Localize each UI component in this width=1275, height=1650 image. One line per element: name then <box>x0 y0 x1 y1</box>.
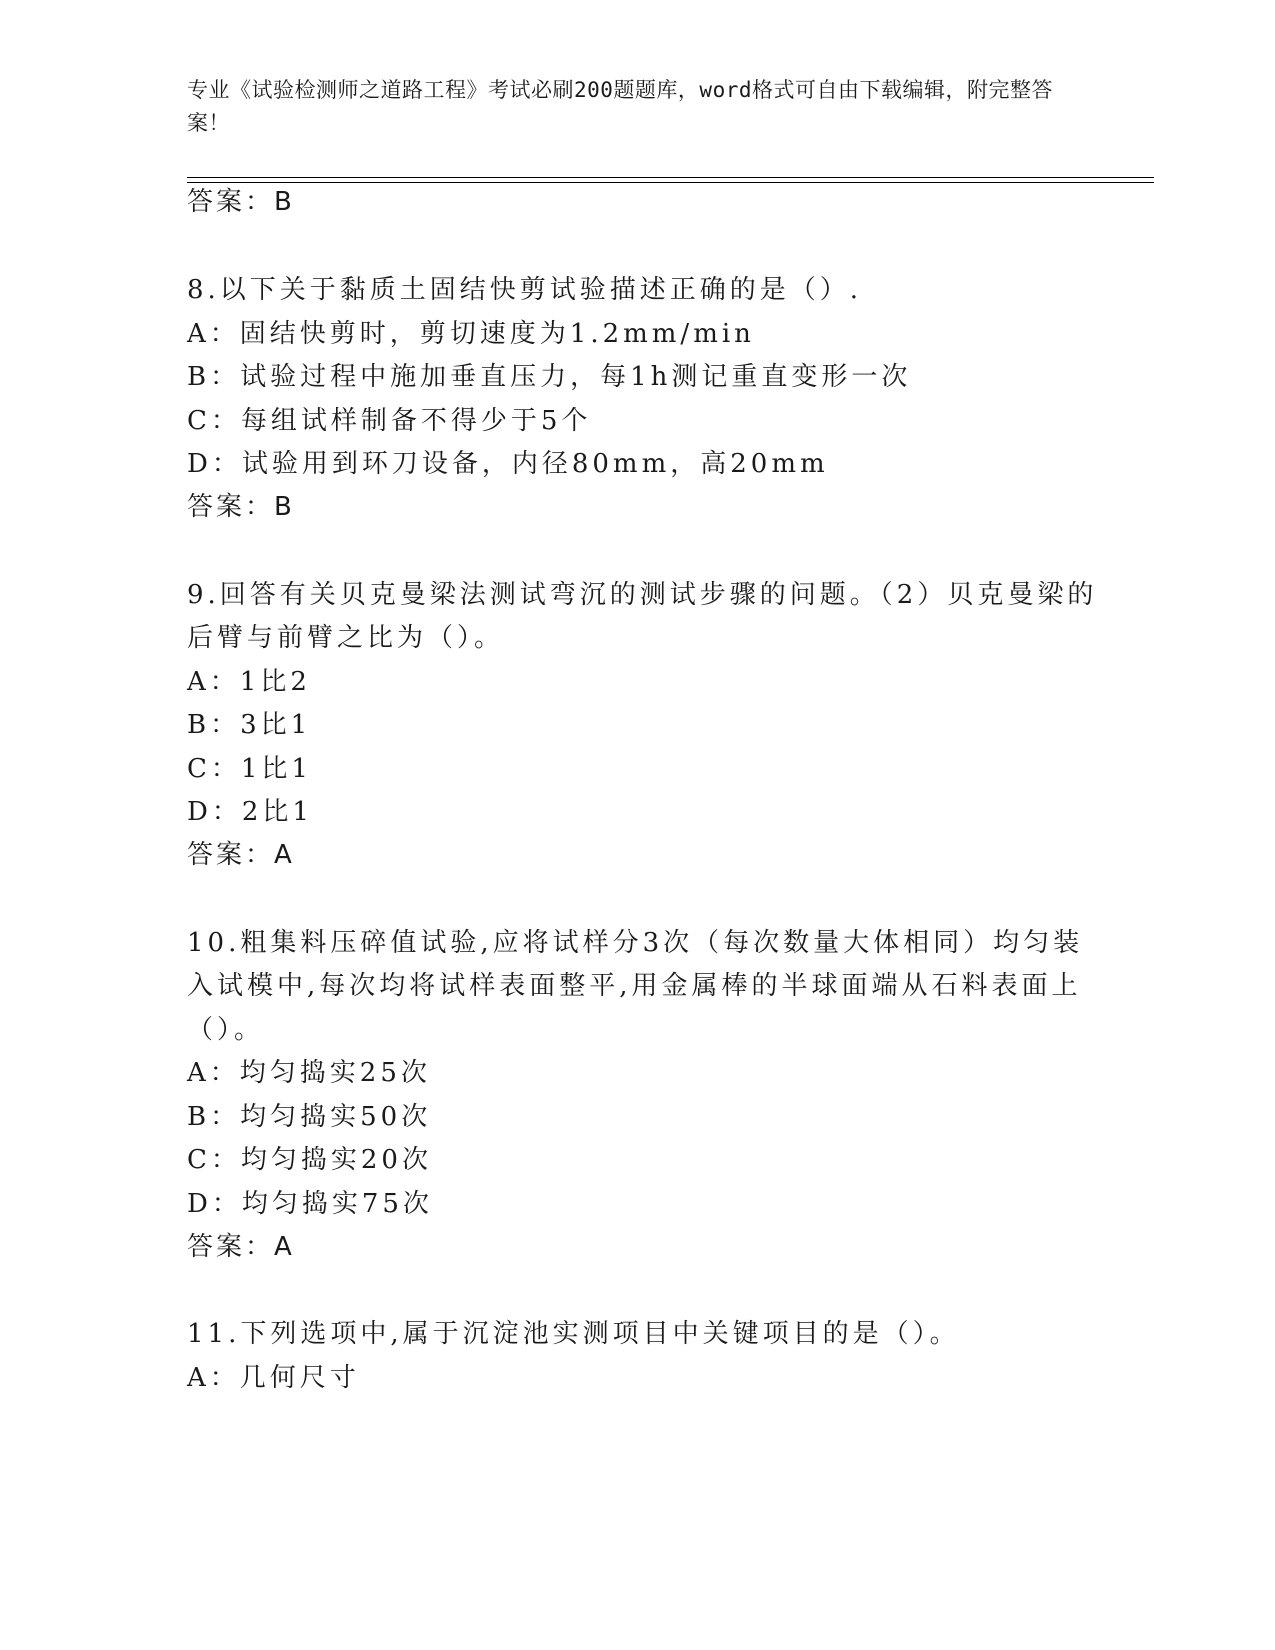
question-stem-continued: （）。 <box>187 1015 265 1045</box>
answer-label: 答案：B <box>187 492 295 522</box>
answer-label: 答案：A <box>187 840 295 870</box>
option-a: A：几何尺寸 <box>187 1363 360 1393</box>
option-b: B：3比1 <box>187 710 312 740</box>
option-d: D：2比1 <box>187 797 313 827</box>
option-b: B：均匀捣实50次 <box>187 1102 432 1132</box>
header-divider-bottom <box>187 182 1154 183</box>
question-stem-continued: 入试模中,每次均将试样表面整平,用金属棒的半球面端从石料表面上 <box>187 971 1082 1001</box>
answer-label: 答案：B <box>187 187 295 217</box>
option-c: C：均匀捣实20次 <box>187 1145 432 1175</box>
question-stem: 9.回答有关贝克曼梁法测试弯沉的测试步骤的问题。（2）贝克曼梁的 <box>187 580 1098 610</box>
answer-label: 答案：A <box>187 1232 295 1262</box>
question-stem: 8.以下关于黏质土固结快剪试验描述正确的是（）. <box>187 275 863 305</box>
document-header: 专业《试验检测师之道路工程》考试必刷200题题库，word格式可自由下载编辑，附完整答案！ <box>187 78 1053 135</box>
question-stem: 11.下列选项中,属于沉淀池实测项目中关键项目的是（）。 <box>187 1319 960 1349</box>
option-c: C：每组试样制备不得少于5个 <box>187 406 592 436</box>
option-d: D：均匀捣实75次 <box>187 1189 433 1219</box>
option-a: A：均匀捣实25次 <box>187 1058 431 1088</box>
option-c: C：1比1 <box>187 754 312 784</box>
option-a: A：固结快剪时，剪切速度为1.2mm/min <box>187 319 755 349</box>
question-stem: 10.粗集料压碎值试验,应将试样分3次（每次数量大体相同）均匀装 <box>187 928 1084 958</box>
option-a: A：1比2 <box>187 667 311 697</box>
question-stem-continued: 后臂与前臂之比为（）。 <box>187 623 505 653</box>
option-d: D：试验用到环刀设备，内径80mm，高20mm <box>187 449 829 479</box>
header-divider-top <box>187 177 1154 178</box>
option-b: B：试验过程中施加垂直压力，每1h测记重直变形一次 <box>187 362 912 392</box>
